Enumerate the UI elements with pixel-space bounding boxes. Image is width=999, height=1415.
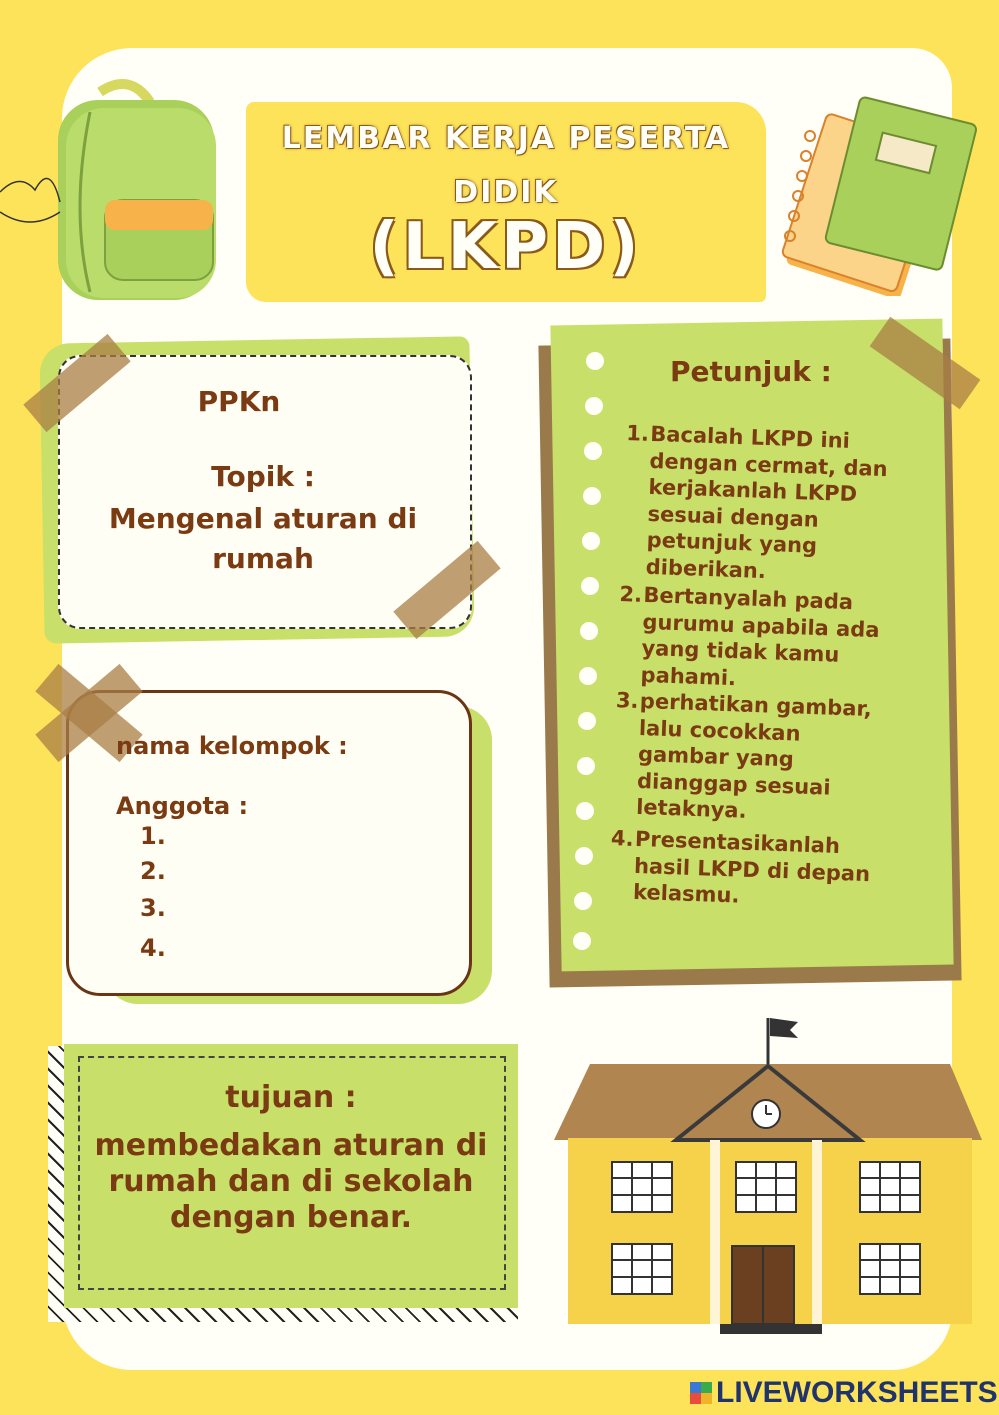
member-3: 3. — [140, 894, 166, 922]
school-building-icon — [550, 1010, 985, 1340]
binder-hole — [581, 577, 599, 595]
liveworksheets-logo-icon — [690, 1382, 712, 1404]
binder-hole — [573, 932, 591, 950]
step-line: gambar yang — [637, 741, 795, 772]
group-name-label: nama kelompok : — [116, 732, 348, 760]
binder-hole — [583, 487, 601, 505]
step-line: pahami. — [640, 662, 737, 690]
instruction-step — [610, 826, 872, 914]
liveworksheets-logo — [690, 1376, 998, 1410]
brand-name: LIVEWORKSHEETS — [716, 1376, 998, 1409]
step-line: letaknya. — [635, 794, 747, 823]
title-abbr: (LKPD) — [369, 210, 643, 284]
binder-hole — [580, 622, 598, 640]
step-line: hasil LKPD di depan — [633, 853, 871, 886]
member-2: 2. — [140, 857, 166, 885]
step-line: sesuai dengan — [647, 501, 820, 532]
member-1: 1. — [140, 822, 166, 850]
binder-hole — [585, 397, 603, 415]
instruction-step — [615, 688, 873, 829]
step-number: 1. — [625, 421, 650, 446]
binder-hole — [586, 352, 604, 370]
instruction-step — [625, 421, 889, 588]
title-line — [246, 112, 766, 220]
goal-line3: dengan benar. — [169, 1200, 413, 1235]
binder-hole — [578, 712, 596, 730]
step-line: kelasmu. — [632, 879, 740, 908]
title-line2: DIDIK — [453, 175, 559, 210]
binder-hole — [584, 442, 602, 460]
topic-line2: rumah — [212, 542, 314, 575]
member-4: 4. — [140, 934, 166, 962]
step-line: dengan cermat, dan — [649, 448, 889, 481]
step-number: 2. — [619, 582, 643, 607]
step-line: kerjakanlah LKPD — [648, 474, 858, 507]
step-line: diberikan. — [645, 554, 767, 583]
step-line: gurumu apabila ada — [642, 609, 880, 642]
step-line: dianggap sesuai — [636, 768, 831, 800]
members-label: Anggota : — [116, 792, 249, 820]
step-number: 3. — [615, 688, 639, 713]
notebooks-icon — [770, 96, 980, 296]
step-line: Bacalah LKPD ini — [649, 421, 851, 453]
topic-label: Topik : — [211, 460, 315, 493]
binder-hole — [574, 892, 592, 910]
topic-line1: Mengenal aturan di — [108, 502, 418, 535]
subject-name: PPKn — [197, 385, 281, 418]
step-line: petunjuk yang — [646, 527, 818, 558]
step-number: 4. — [610, 826, 635, 851]
binder-hole — [577, 757, 595, 775]
instruction-step — [619, 582, 881, 696]
instructions-title: Petunjuk : — [670, 355, 832, 388]
backpack-icon — [0, 72, 230, 302]
step-line: perhatikan gambar, — [639, 688, 873, 722]
step-line: Bertanyalah pada — [643, 582, 854, 615]
binder-hole — [579, 667, 597, 685]
goal-text — [64, 1128, 518, 1236]
goal-title: tujuan : — [225, 1080, 357, 1115]
goal-line1: membedakan aturan di — [94, 1128, 488, 1163]
binder-hole — [582, 532, 600, 550]
goal-line2: rumah dan di sekolah — [108, 1164, 474, 1199]
title-line1: LEMBAR KERJA PESERTA — [281, 121, 731, 156]
step-line: lalu cocokkan — [638, 715, 801, 746]
step-line: Presentasikanlah — [634, 826, 841, 859]
binder-hole — [576, 802, 594, 820]
step-line: yang tidak kamu — [641, 635, 840, 667]
binder-hole — [575, 847, 593, 865]
